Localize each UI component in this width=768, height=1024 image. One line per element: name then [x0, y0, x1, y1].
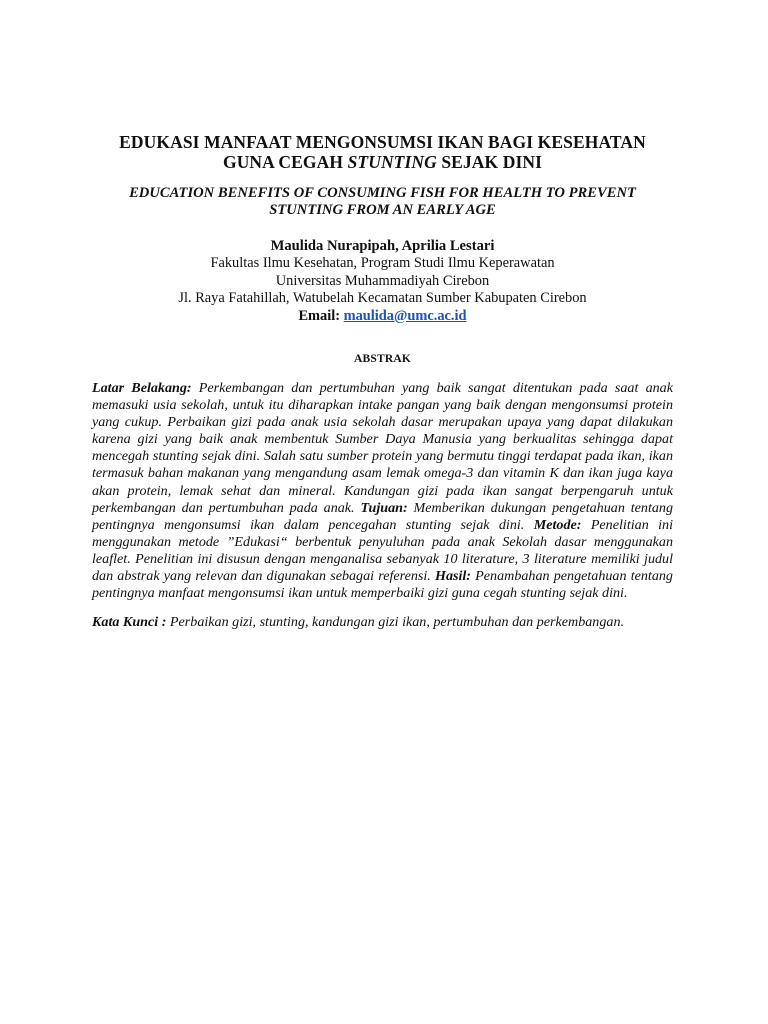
- abstract-heading: ABSTRAK: [354, 353, 411, 365]
- method-label: Metode:: [533, 516, 582, 533]
- paper-page: [92, 132, 673, 631]
- affiliation: [92, 255, 673, 308]
- objective-label: Tujuan:: [360, 499, 408, 516]
- method-text: Penelitian ini menggunakan metode ”Edukasi“ berbentuk penyuluhan pada anak Sekolah dasar menggunakan leaflet. Penelitian ini disusun dengan menganalisa sebanyak 10 literature, 3 literature memiliki judul dan abstrak yang relevan dan digunakan sebagai referensi.: [92, 516, 673, 585]
- keywords-text: Perbaikan gizi, stunting, kandungan gizi ikan, pertumbuhan dan perkembangan.: [166, 614, 625, 631]
- background-text: Perkembangan dan pertumbuhan yang baik sangat ditentukan pada saat anak memasuki usia sekolah, untuk itu diharapkan intake pangan yang baik dengan mengonsumsi protein yang cukup. Perbaikan gizi pada anak usia sekolah dasar merupakan upaya yang dapat dilakukan karena gizi yang baik anak membentuk Sumber Daya Manusia yang berkualitas sehingga dapat mencegah stunting sejak dini. Salah satu sumber protein yang bermutu tinggi terdapat pada ikan, ikan termasuk bahan makanan yang mengandung asam lemak omega-3 dan vitamin K dan ikan juga kaya akan protein, lemak sehat dan mineral. Kandungan gizi pada ikan sangat berpengaruh untuk perkembangan dan pertumbuhan pada anak.: [92, 380, 673, 516]
- affiliation-faculty: Fakultas Ilmu Kesehatan, Program Studi Ilmu Keperawatan: [210, 255, 555, 271]
- title-line-2-start: GUNA CEGAH: [222, 152, 348, 172]
- abstract-body: [92, 380, 673, 602]
- result-text: Penambahan pengetahuan tentang pentingnya manfaat mengonsumsi ikan untuk memperbaiki gizi guna cegah stunting sejak dini.: [92, 568, 673, 602]
- title-line-2: [92, 152, 673, 172]
- title-line-2-end: SEJAK DINI: [436, 152, 543, 172]
- english-title-line-1: EDUCATION BENEFITS OF CONSUMING FISH FOR HEALTH TO PREVENT: [129, 185, 636, 201]
- affiliation-address: Jl. Raya Fatahillah, Watubelah Kecamatan Sumber Kabupaten Cirebon: [178, 290, 587, 306]
- email-label: Email:: [298, 307, 344, 324]
- title-line-1: EDUKASI MANFAAT MENGONSUMSI IKAN BAGI KESEHATAN: [119, 132, 646, 152]
- affiliation-university: Universitas Muhammadiyah Cirebon: [275, 272, 490, 289]
- email-link[interactable]: maulida@umc.ac.id: [343, 307, 467, 324]
- result-label: Hasil:: [434, 568, 472, 585]
- english-title-line-2: STUNTING FROM AN EARLY AGE: [269, 202, 496, 218]
- author-names: Maulida Nurapipah, Aprilia Lestari: [270, 238, 495, 254]
- title-stunting-word: STUNTING: [347, 152, 437, 172]
- background-label: Latar Belakang:: [92, 380, 192, 396]
- keywords-label: Kata Kunci :: [92, 614, 167, 631]
- email-line: [92, 308, 673, 326]
- english-title: [92, 185, 673, 219]
- objective-text: Memberikan dukungan pengetahuan tentang pentingnya mengonsumsi ikan dalam pencegahan stunting sejak dini.: [92, 499, 673, 533]
- paper-title: [92, 132, 673, 172]
- keywords: [92, 614, 673, 631]
